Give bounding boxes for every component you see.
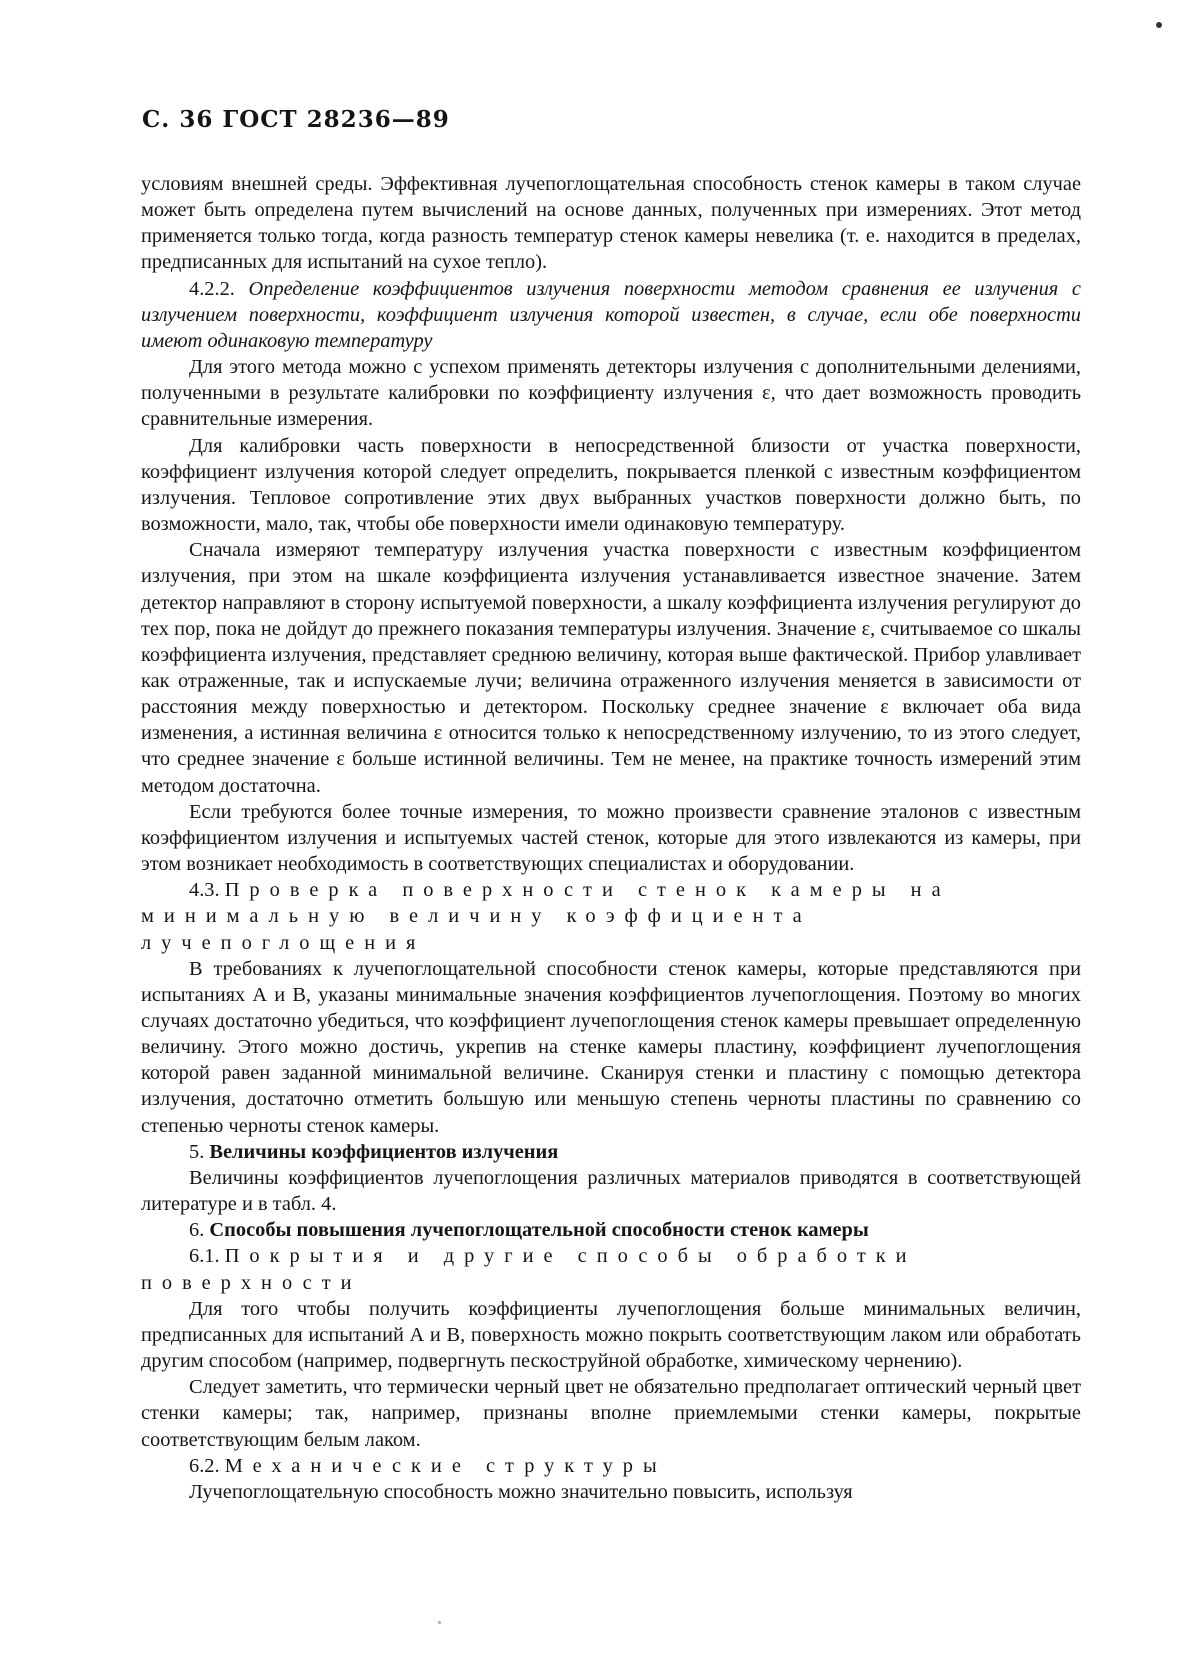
paragraph: Величины коэффициентов лучепоглощения различных материалов приводятся в соответствующей литературе и в табл. 4. [141,1166,1081,1216]
section-4-2-2-heading: 4.2.2. Определение коэффициентов излучения поверхности методом сравнения ее излучения с излучением поверхности, коэффициент излучения которой известен, в случае, если обе поверхности имеют одинаковую температуру [141,277,1081,352]
paragraph-truncated: Лучепоглощательную способность можно значительно повысить, используя [189,1480,853,1503]
section-5-heading: 5. Величины коэффициентов излучения [189,1140,559,1163]
section-6-1-heading: 6.1. Покрытия и другие способы обработки поверхности [141,1245,917,1294]
section-6-2-heading: 6.2. Механические структуры [189,1454,667,1477]
document-body [141,171,1081,1505]
paragraph: В требованиях к лучепоглощательной способности стенок камеры, которые представляются при испытаниях А и В, указаны минимальные значения коэффициентов лучепоглощения. Поэтому во многих случаях достаточно убедиться, что коэффициент лучепоглощения стенок камеры превышает определенную величину. Этого можно достичь, укрепив на стенке камеры пластину, коэффициент лучепоглощения которой равен заданной минимальной величине. Сканируя стенки и пластину с помощью детектора излучения, достаточно отметить большую или меньшую степень черноты пластины по сравнению со степенью черноты стенок камеры. [141,957,1081,1137]
paragraph: Для этого метода можно с успехом применять детекторы излучения с дополнительными делениями, полученными в результате калибровки по коэффициенту излучения ε, что дает возможность проводить сравнительные измерения. [141,356,1081,431]
paragraph-continuation: условиям внешней среды. Эффективная лучепоглощательная способность стенок камеры в таком случае может быть определена путем вычислений на основе данных, полученных при измерениях. Этот метод применяется только тогда, когда разность температур стенок камеры невелика (т. е. находится в пределах, предписанных для испытаний на сухое тепло). [141,173,1081,274]
paragraph: Следует заметить, что термически черный цвет не обязательно предполагает оптический черный цвет стенки камеры; так, например, признаны вполне приемлемыми стенки камеры, покрытые соответствующим белым лаком. [141,1376,1081,1451]
page-header: С. 36 ГОСТ 28236—89 [142,106,450,133]
section-6-heading: 6. Способы повышения лучепоглощательной способности стенок камеры [189,1219,869,1242]
scan-speck [438,1621,441,1624]
scan-mark [1156,22,1162,28]
paragraph: Если требуются более точные измерения, то можно произвести сравнение эталонов с известным коэффициентом излучения и испытуемых частей стенок, которые для этого извлекаются из камеры, при этом возникает необходимость в соответствующих специалистах и оборудовании. [141,800,1081,876]
paragraph: Для калибровки часть поверхности в непосредственной близости от участка поверхности, коэффициент излучения которой следует определить, покрывается пленкой с известным коэффициентом излучения. Тепловое сопротивление этих двух выбранных участков поверхности должно быть, по возможности, мало, так, чтобы обе поверхности имели одинаковую температуру. [141,434,1081,536]
paragraph: Для того чтобы получить коэффициенты лучепоглощения больше минимальных величин, предписанных для испытаний А и В, поверхность можно покрыть соответствующим лаком или обработать другим способом (например, подвергнуть пескоструйной обработке, химическому чернению). [141,1297,1081,1373]
paragraph: Сначала измеряют температуру излучения участка поверхности с известным коэффициентом излучения, при этом на шкале коэффициента излучения устанавливается известное значение. Затем детектор направляют в сторону испытуемой поверхности, а шкалу коэффициента излучения регулируют до тех пор, пока не дойдут до прежнего показания температуры излучения. Значение ε, считываемое со шкалы коэффициента излучения, представляет среднюю величину, которая выше фактической. Прибор улавливает как отраженные, так и испускаемые лучи; величина отраженного излучения меняется в зависимости от расстояния между поверхностью и детектором. Поскольку среднее значение ε включает оба вида изменения, а истинная величина ε относится только к непосредственному излучению, то из этого следует, что среднее значение ε больше истинной величины. Тем не менее, на практике точность измерений этим методом достаточна. [141,539,1081,797]
section-4-3-heading: 4.3. Проверка поверхности стенок камеры на минимальную величину коэффициента лучепоглощения [141,879,951,954]
